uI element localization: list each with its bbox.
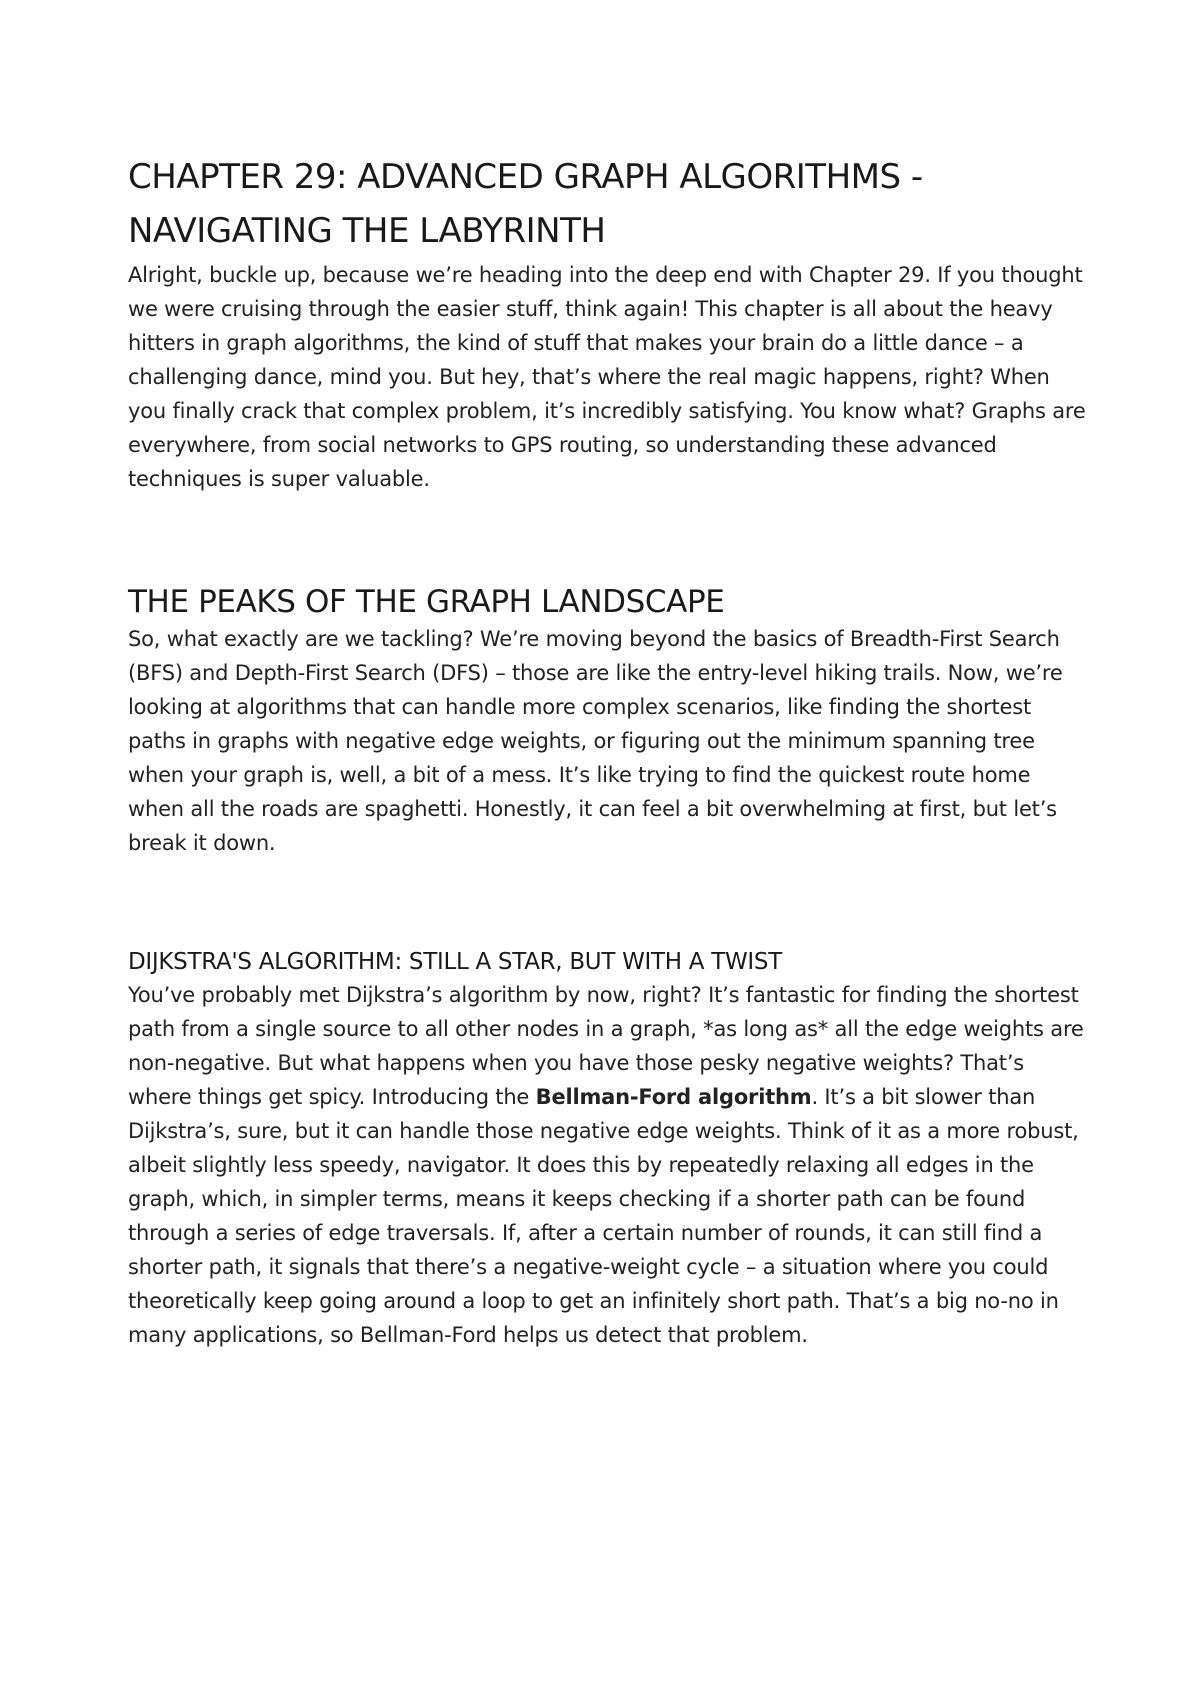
subsection-paragraph <box>128 978 1088 1352</box>
section-paragraph: So, what exactly are we tackling? We’re moving beyond the basics of Breadth-First Search (BFS) and Depth-First Search (DFS) – those are like the entry-level hiking trails. Now, we’re looking at algorithms that can handle more complex scenarios, like finding the shortest paths in graphs with negative edge weights, or figuring out the minimum spanning tree when your graph is, well, a bit of a mess. It’s like trying to find the quickest route home when all the roads are spaghetti. Honestly, it can feel a bit overwhelming at first, but let’s break it down. <box>128 627 1063 855</box>
document-page <box>128 150 1088 1352</box>
subsection-title: DIJKSTRA'S ALGORITHM: STILL A STAR, BUT WITH A TWIST <box>128 949 782 975</box>
paragraph-text-after: . It’s a bit slower than Dijkstra’s, sure, but it can handle those negative edge weights. Think of it as a more robust, albeit slightly less speedy, navigator. It does this by repeatedly relaxing all edges in the graph, which, in simpler terms, means it keeps checking if a shorter path can be found through a series of edge traversals. If, after a certain number of rounds, it can still find a shorter path, it signals that there’s a negative-weight cycle – a situation where you could theoretically keep going around a loop to get an infinitely short path. That’s a big no-no in many applications, so Bellman-Ford helps us detect that problem. <box>128 1085 1079 1347</box>
section-title: THE PEAKS OF THE GRAPH LANDSCAPE <box>128 584 725 620</box>
paragraph-text-before: You’ve probably met Dijkstra’s algorithm by now, right? It’s fantastic for finding the shortest path from a single source to all other nodes in a graph, *as long as* all the edge weights are non-negative. But what happens when you have those pesky negative weights? That’s where things get spicy. Introducing the <box>128 983 1084 1109</box>
chapter-title: CHAPTER 29: ADVANCED GRAPH ALGORITHMS - NAVIGATING THE LABYRINTH <box>128 157 923 251</box>
bold-term: Bellman-Ford algorithm <box>535 1085 812 1109</box>
chapter-intro-paragraph: Alright, buckle up, because we’re heading into the deep end with Chapter 29. If you thought we were cruising through the easier stuff, think again! This chapter is all about the heavy hitters in graph algorithms, the kind of stuff that makes your brain do a little dance – a challenging dance, mind you. But hey, that’s where the real magic happens, right? When you finally crack that complex problem, it’s incredibly satisfying. You know what? Graphs are everywhere, from social networks to GPS routing, so understanding these advanced techniques is super valuable. <box>128 263 1086 491</box>
